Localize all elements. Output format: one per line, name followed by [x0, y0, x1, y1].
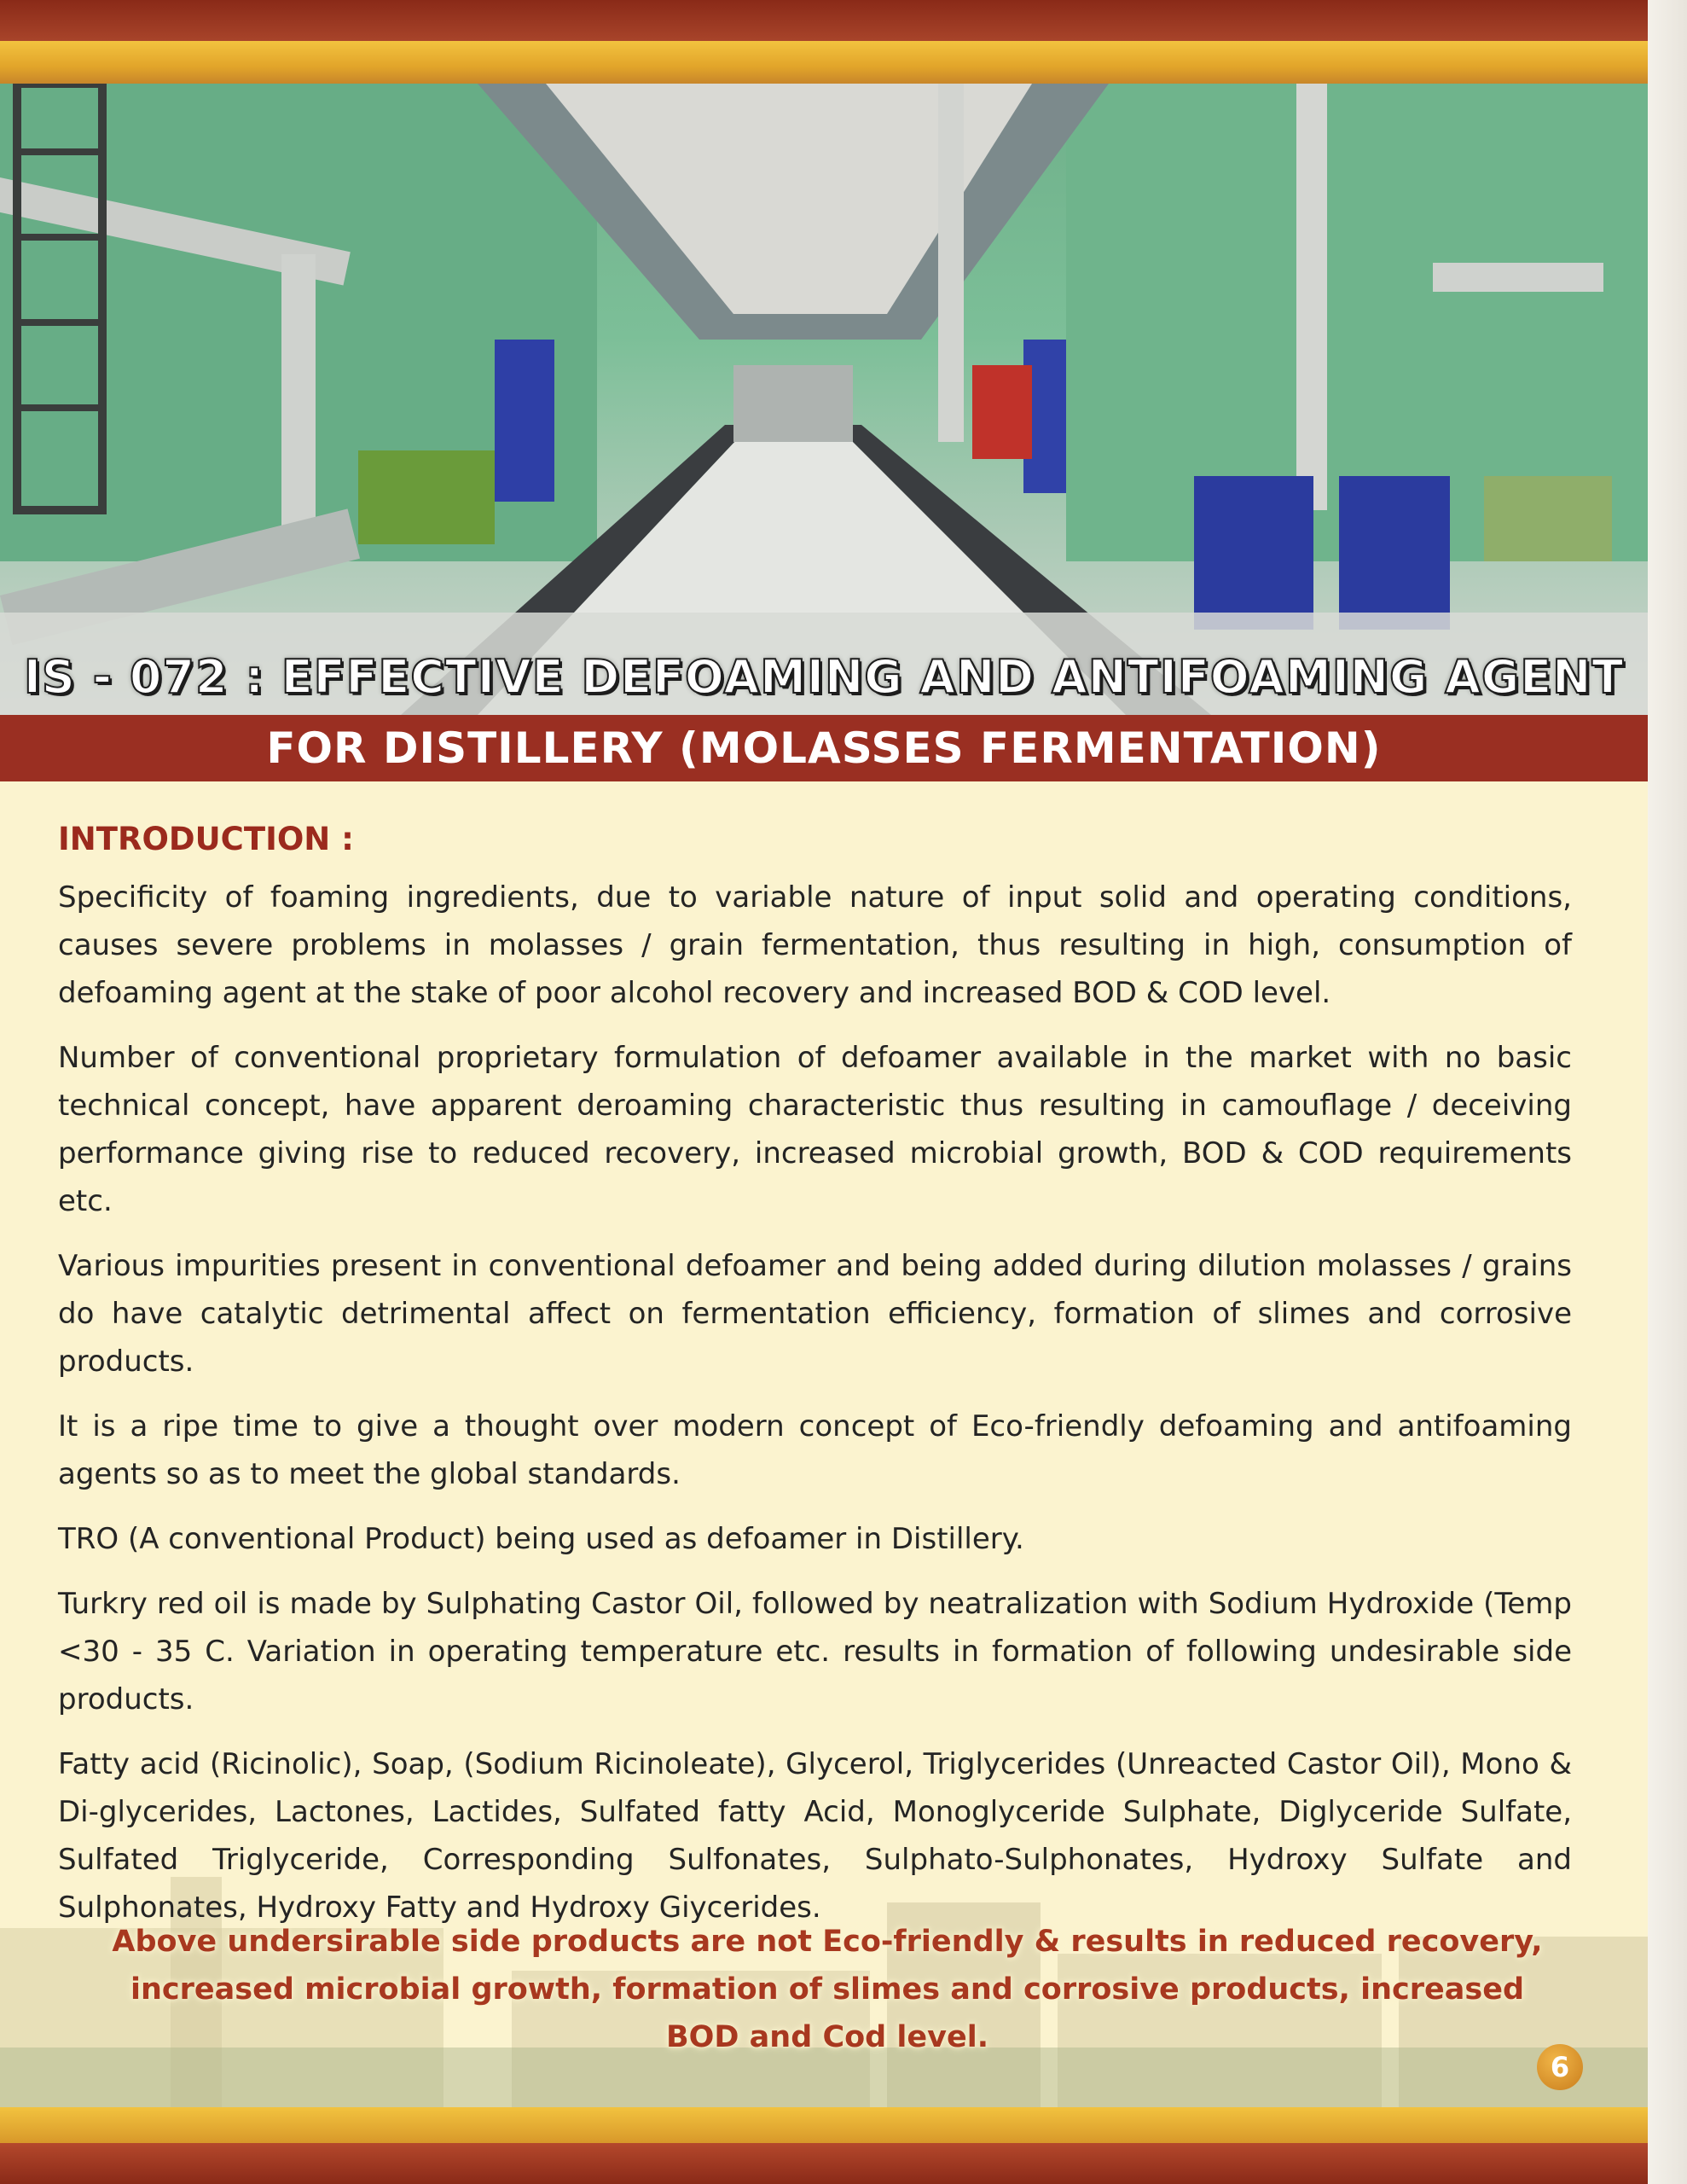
introduction-section [58, 819, 1572, 1949]
introduction-heading: INTRODUCTION : [58, 821, 354, 857]
distillery-plant-photo [0, 84, 1648, 715]
intro-paragraph: TRO (A conventional Product) being used as defoamer in Distillery. [58, 1522, 1024, 1556]
top-maroon-band [0, 0, 1687, 41]
title-line-1: IS - 072 : EFFECTIVE DEFOAMING AND ANTIFOAMING AGENT [23, 650, 1625, 704]
plant-illustration [0, 84, 1648, 715]
bottom-maroon-band [0, 2143, 1687, 2184]
intro-paragraph: Fatty acid (Ricinolic), Soap, (Sodium Ricinoleate), Glycerol, Triglycerides (Unreacted Castor Oil), Mono & Di-glycerides, Lactones, Lactides, Sulfated fatty Acid, Monoglyceride Sulphate, Diglyceride Sulfate, Sulfated Triglyceride, Corresponding Sulfonates, Sulphato-Sulphonates, Hydroxy Sulfate and Sulphonates, Hydroxy Fatty and Hydroxy Giycerides. [58, 1747, 1572, 1925]
intro-paragraph: Number of conventional proprietary formulation of defoamer available in the market with no basic technical concept, have apparent deroaming characteristic thus resulting in camouflage / deceiving performance giving rise to reduced recovery, increased microbial growth, BOD & COD requirements etc. [58, 1041, 1572, 1218]
page-right-margin [1648, 0, 1687, 2184]
intro-paragraph: Various impurities present in conventional defoamer and being added during dilution molasses / grains do have catalytic detrimental affect on fermentation efficiency, formation of slimes and corrosive products. [58, 1249, 1572, 1379]
bottom-gold-band [0, 2107, 1687, 2143]
highlight-statement: Above undersirable side products are not Eco-friendly & results in reduced recovery, increased microbial growth, formation of slimes and corrosive products, increased BOD and Cod level. [112, 1925, 1543, 2054]
intro-paragraph: Specificity of foaming ingredients, due to variable nature of input solid and operating conditions, causes severe problems in molasses / grain fermentation, thus resulting in high, consumption of defoaming agent at the stake of poor alcohol recovery and increased BOD & COD level. [58, 880, 1572, 1010]
title-line-2: FOR DISTILLERY (MOLASSES FERMENTATION) [266, 723, 1382, 773]
top-gold-band [0, 41, 1687, 84]
intro-paragraph: It is a ripe time to give a thought over modern concept of Eco-friendly defoaming and antifoaming agents so as to meet the global standards. [58, 1409, 1572, 1491]
intro-paragraph: Turkry red oil is made by Sulphating Castor Oil, followed by neatralization with Sodium Hydroxide (Temp <30 - 35 C. Variation in operating temperature etc. results in formation of following undesirable side products. [58, 1587, 1572, 1716]
page-number-badge: 6 [1537, 2044, 1583, 2090]
